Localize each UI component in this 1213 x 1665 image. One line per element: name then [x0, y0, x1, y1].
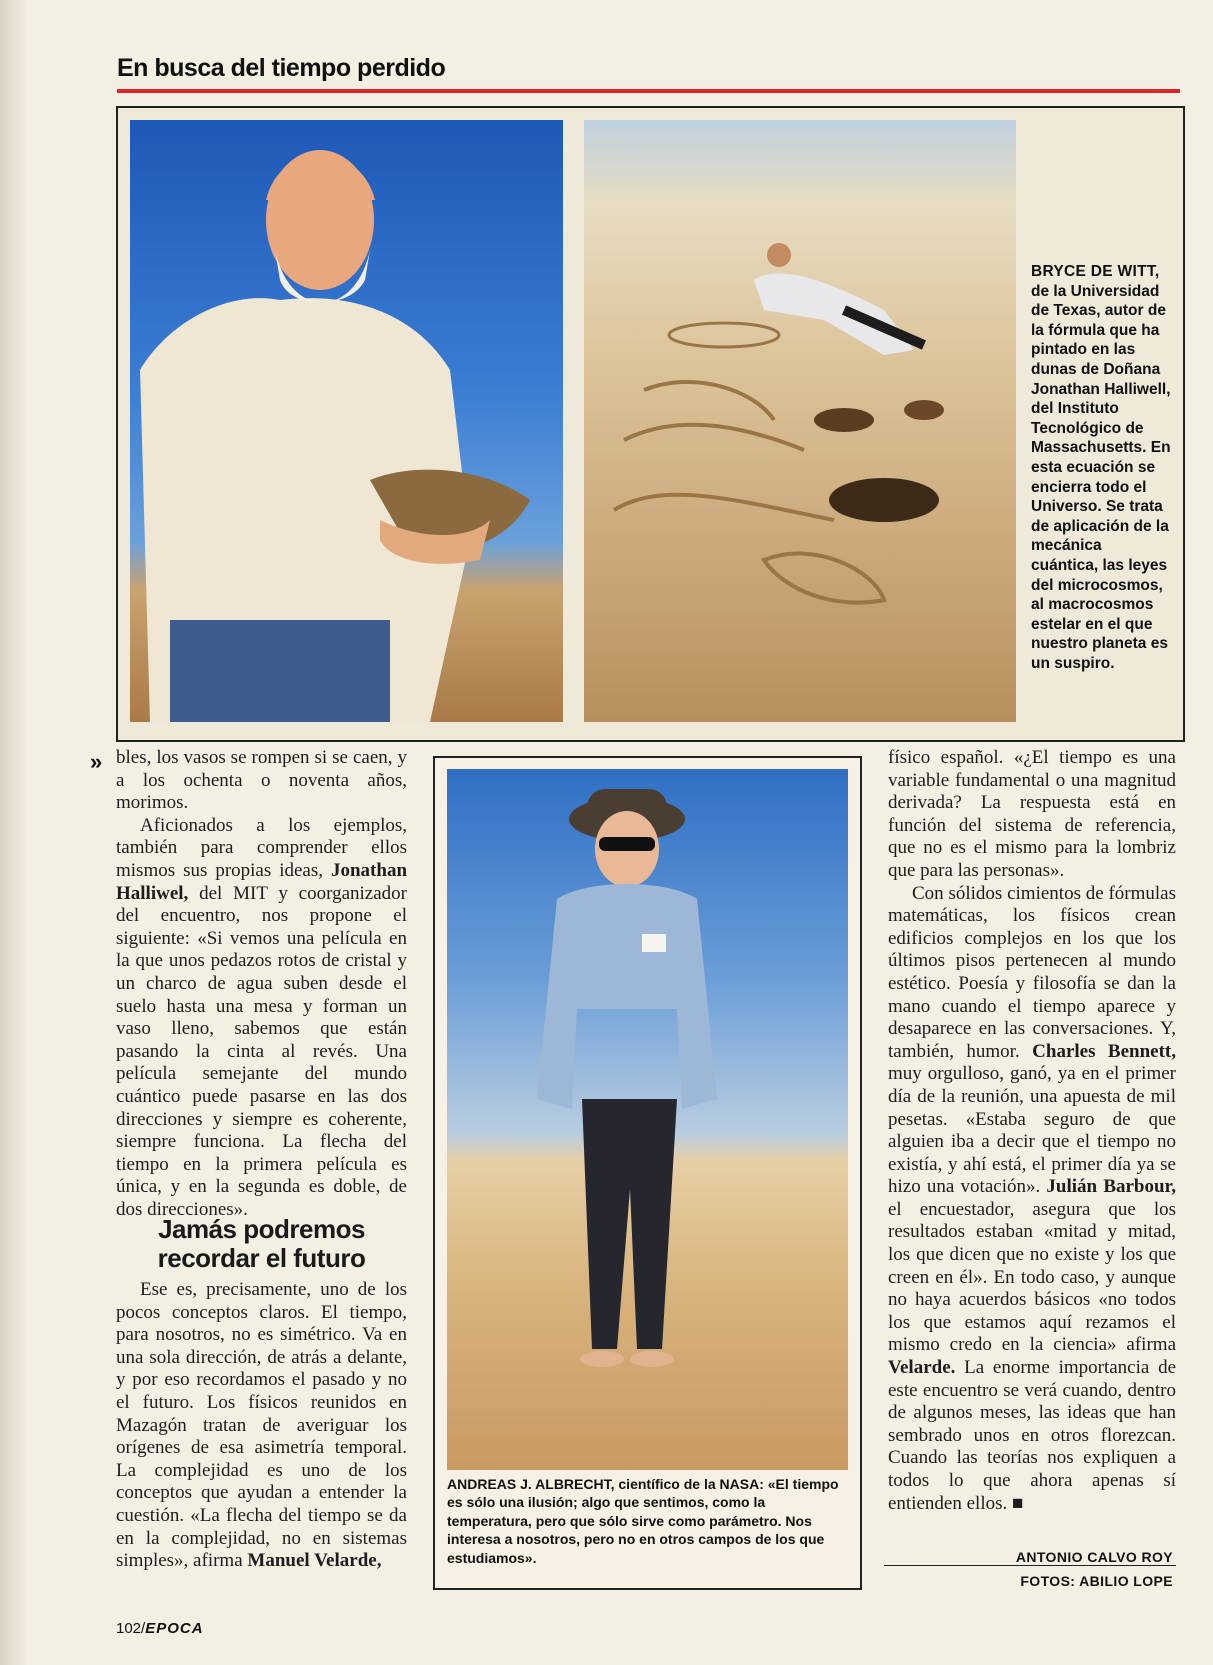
caption-lead: BRYCE DE WITT, [1031, 263, 1160, 280]
person-name: Julián Barbour, [1046, 1176, 1176, 1198]
photo-albrecht [447, 769, 848, 1470]
photo-dunes-illustration [584, 120, 1016, 722]
photo-caption-dewitt [1031, 262, 1173, 673]
person-name: Velarde. [888, 1357, 956, 1379]
page-footer [116, 1620, 204, 1637]
subheading [116, 1215, 407, 1273]
paragraph: bles, los vasos se rompen si se caen, y a los ochenta o noventa años, morimos. [116, 747, 407, 814]
person-name: Manuel Velarde, [247, 1550, 382, 1572]
page-edge [0, 0, 28, 1665]
person-name: Jonathan Halliwel, [116, 859, 408, 904]
column-left-bottom [116, 1279, 407, 1573]
magazine-name: EPOCA [145, 1620, 204, 1637]
column-right [888, 747, 1176, 1515]
paragraph: Ese es, precisamente, uno de los pocos conceptos claros. El tiempo, para nosotros, no es simétrico. Va en una sola dirección, de atrás a delante, y por eso recordamos el pasado y no el futuro. Los físicos reunidos en Mazagón tratan de averiguar los orígenes de esa asimetría temporal. La complejidad es uno de los conceptos que ayudan a entender la cuestión. «La flecha del tiempo se da en la complejidad, no en sistemas simples», afirma Manuel Velarde, [116, 1279, 407, 1572]
continuation-arrow: » [90, 749, 103, 774]
column-left [116, 747, 407, 1221]
paragraph: Con sólidos cimientos de fórmulas matemáticas, los físicos crean edificios complejos en los que los últimos pisos pertenecen al mundo estético. Poesía y filosofía se dan la mano cuando el tiempo aparece y desaparece en las conversaciones. Y, también, humor. Charles Bennett, muy orgulloso, ganó, ya en el primer día de la reunión, una apuesta de mil pesetas. «Estaba seguro de que alguien iba a decir que el tiempo no existía, y ahí está, el primer día ya se hizo una votación». Julián Barbour, el encuestador, asegura que los resultados estaban «mitad y mitad, los que dicen que no existe y los que creen en él». En todo caso, y aunque no haya acuerdos básicos «no todos los que estamos aquí rezamos el mismo credo en la ciencia» afirma Velarde. La enorme importancia de este encuentro se verá cuando, dentro de algunos meses, las ideas que han sembrado unos en otros florezcan. Cuando las teorías nos expliquen a todos lo que ahora apenas sí entienden ellos. ■ [888, 882, 1177, 1514]
photo-elderly-man-illustration [130, 120, 563, 722]
byline-rule [884, 1565, 1176, 1566]
person-name: Charles Bennett, [1032, 1040, 1177, 1062]
photo-albrecht-illustration [447, 769, 848, 1470]
caption-text: de la Universidad de Texas, autor de la fórmula que ha pintado en las dunas de Doñana Jonathan Halliwell, del Instituto Tecnológico de Massachusetts. En esta ecuación se encierra todo el Universo. Se trata de aplicación de la mecánica cuántica, las leyes del microcosmos, al macrocosmos estelar en el que nuestro planeta es un suspiro. [1031, 282, 1171, 672]
author-byline: ANTONIO CALVO ROY [1015, 1549, 1173, 1565]
header-rule [117, 89, 1180, 93]
subheading-line: recordar el futuro [157, 1243, 366, 1273]
photo-caption-albrecht [447, 1475, 847, 1567]
photo-dunes-formula [584, 120, 1016, 722]
page-number: 102/ [116, 1620, 146, 1637]
section-title: En busca del tiempo perdido [117, 54, 446, 82]
caption-lead: ANDREAS J. ALBRECHT, [447, 1476, 615, 1492]
photo-elderly-man [130, 120, 563, 722]
caption-text: científico de la NASA: «El tiempo es sólo una ilusión; algo que sentimos, como la temperatura, pero que sólo sirve como parámetro. Nos interesa a nosotros, pero no en otros campos de los que estudiamos». [447, 1476, 839, 1566]
subheading-line: Jamás podremos [158, 1214, 365, 1244]
paragraph: Aficionados a los ejemplos, también para comprender ellos mismos sus propias ideas, Jonathan Halliwel, del MIT y coorganizador del encuentro, nos propone el siguiente: «Si vemos una película en la que unos pedazos rotos de cristal y un charco de agua suben desde el suelo hasta una mesa y forman un vaso lleno, sabemos que están pasando la cinta al revés. Una película semejante del mundo cuántico puede pasarse en las dos direcciones y siempre es coherente, siempre funciona. La flecha del tiempo en la primera película es única, y en la segunda es doble, de dos direcciones». [116, 814, 408, 1220]
paragraph: físico español. «¿El tiempo es una variable fundamental o una magnitud derivada? La respuesta está en función del sistema de referencia, que no es el mismo para la lombriz que para las personas». [888, 747, 1176, 881]
photo-credit: FOTOS: ABILIO LOPE [1020, 1573, 1173, 1589]
